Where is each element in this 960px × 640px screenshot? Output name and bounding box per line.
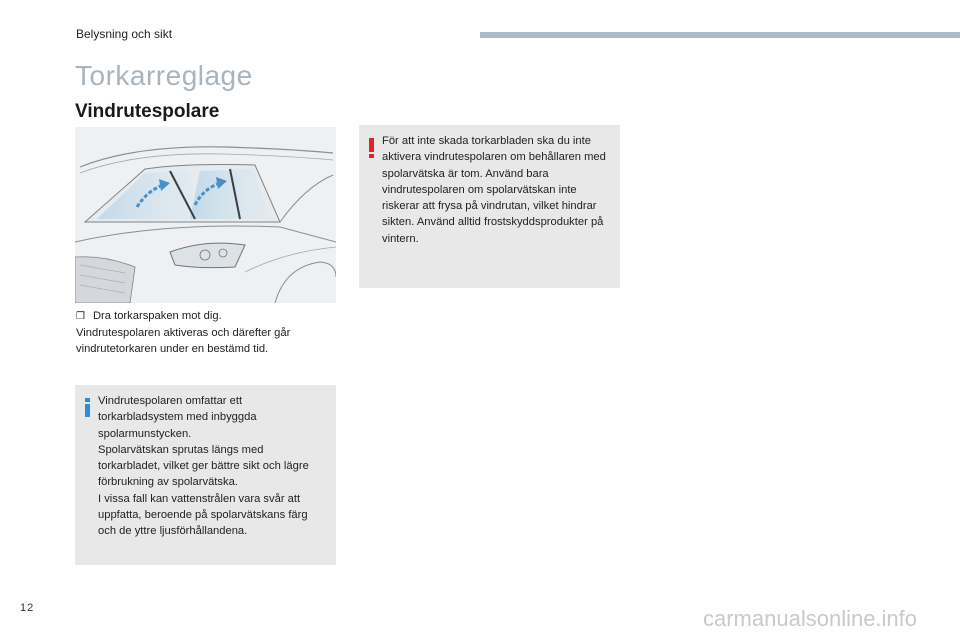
instruction-continuation: Vindrutespolaren aktiveras och därefter går vindrutetorkaren under en bestämd tid. — [76, 327, 291, 355]
info-note-box — [75, 385, 336, 565]
info-icon — [85, 398, 90, 417]
instruction-paragraph — [76, 308, 336, 357]
page-number: 12 — [20, 602, 35, 614]
warning-note-box — [359, 125, 620, 288]
warning-note-text: För att inte skada torkarbladen ska du inte aktivera vindrutespolaren om behållaren med spolarvätska är tom. Använd bara vindrutespolaren om spolarvätskan inte riskerar att frysa på vindrutan, vilket hindrar sikten. Använd alltid frostskyddsprodukter på vintern. — [382, 135, 606, 245]
warning-icon — [369, 138, 374, 158]
instruction-first-line: Dra torkarspaken mot dig. — [92, 310, 222, 322]
section-label: Belysning och sikt — [76, 27, 173, 41]
watermark: carmanualsonline.info — [703, 606, 918, 631]
info-note-text: Vindrutespolaren omfattar ett torkarbladsystem med inbyggda spolarmunstycken. Spolarvätskan sprutas längs med torkarbladet, vilket ger bättre sikt och lägre förbrukning av spolarvätska. I vissa fall kan vattenstrålen vara svår att uppfatta, beroende på spolarvätskans färg och de yttre ljusförhållandena. — [98, 395, 309, 538]
header-decorative-bar — [480, 32, 960, 38]
checkbox-bullet-icon: ❒ — [76, 311, 85, 322]
section-subtitle: Vindrutespolare — [75, 101, 220, 122]
windshield-washer-illustration — [75, 127, 336, 303]
page-title: Torkarreglage — [75, 60, 253, 91]
